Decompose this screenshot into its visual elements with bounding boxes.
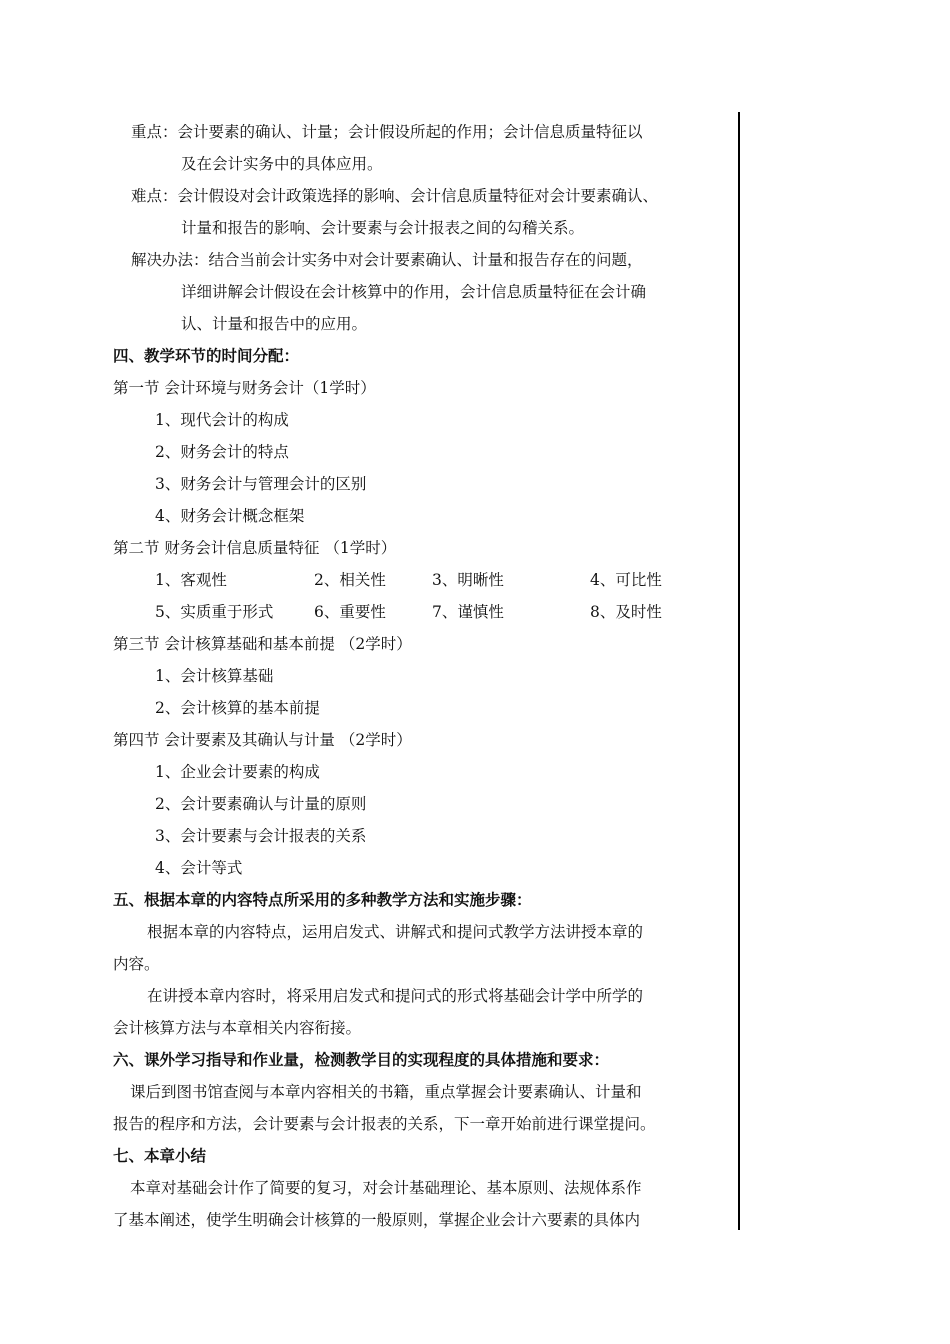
- sec2-title: 第二节 财务会计信息质量特征 （1学时）: [113, 539, 397, 557]
- sec4-item: 1、企业会计要素的构成: [155, 763, 320, 781]
- solution-line1: 解决办法：结合当前会计实务中对会计要素确认、计量和报告存在的问题，: [131, 251, 643, 269]
- sec4-item: 3、会计要素与会计报表的关系: [155, 827, 367, 845]
- sec3-item: 2、会计核算的基本前提: [155, 699, 320, 717]
- sec2-feature: 5、实质重于形式: [155, 603, 274, 621]
- sec1-item: 2、财务会计的特点: [155, 443, 289, 461]
- sec2-feature: 6、重要性: [314, 603, 386, 621]
- sec4-title: 第四节 会计要素及其确认与计量 （2学时）: [113, 731, 412, 749]
- section5-heading: 五、根据本章的内容特点所采用的多种教学方法和实施步骤：: [113, 890, 532, 909]
- sec4-item: 4、会计等式: [155, 859, 243, 877]
- section7-paragraph: 本章对基础会计作了简要的复习，对会计基础理论、基本原则、法规体系作: [130, 1179, 642, 1197]
- solution-line3: 认、计量和报告中的应用。: [181, 315, 368, 333]
- sec3-title: 第三节 会计核算基础和基本前提 （2学时）: [113, 635, 412, 653]
- sec2-feature: 3、明晰性: [432, 571, 504, 589]
- section7-paragraph-cont: 了基本阐述，使学生明确会计核算的一般原则，掌握企业会计六要素的具体内: [113, 1211, 641, 1229]
- sec2-feature: 1、客观性: [155, 571, 227, 589]
- section6-heading: 六、课外学习指导和作业量，检测教学目的实现程度的具体措施和要求：: [113, 1050, 610, 1069]
- section5-paragraph1-cont: 内容。: [113, 955, 160, 973]
- sec4-item: 2、会计要素确认与计量的原则: [155, 795, 367, 813]
- sec2-feature: 4、可比性: [590, 571, 662, 589]
- table-border-right: [738, 112, 740, 1230]
- sec2-feature: 8、及时性: [590, 603, 662, 621]
- sec1-item: 3、财务会计与管理会计的区别: [155, 475, 367, 493]
- sec2-feature: 7、谨慎性: [432, 603, 504, 621]
- difficulties-line2: 计量和报告的影响、会计要素与会计报表之间的勾稽关系。: [181, 219, 585, 237]
- section5-paragraph1: 根据本章的内容特点，运用启发式、讲解式和提问式教学方法讲授本章的: [147, 923, 644, 941]
- section6-paragraph-cont: 报告的程序和方法，会计要素与会计报表的关系，下一章开始前进行课堂提问。: [113, 1115, 656, 1133]
- sec1-item: 1、现代会计的构成: [155, 411, 289, 429]
- sec1-title: 第一节 会计环境与财务会计（1学时）: [113, 379, 376, 397]
- solution-line2: 详细讲解会计假设在会计核算中的作用，会计信息质量特征在会计确: [181, 283, 647, 301]
- section7-heading: 七、本章小结: [113, 1146, 207, 1165]
- keypoints-line2: 及在会计实务中的具体应用。: [181, 155, 383, 173]
- sec3-item: 1、会计核算基础: [155, 667, 274, 685]
- keypoints-line1: 重点：会计要素的确认、计量；会计假设所起的作用；会计信息质量特征以: [131, 123, 643, 141]
- section5-paragraph2: 在讲授本章内容时，将采用启发式和提问式的形式将基础会计学中所学的: [147, 987, 644, 1005]
- sec2-feature: 2、相关性: [314, 571, 386, 589]
- section6-paragraph: 课后到图书馆查阅与本章内容相关的书籍，重点掌握会计要素确认、计量和: [130, 1083, 642, 1101]
- section4-heading: 四、教学环节的时间分配：: [113, 346, 300, 365]
- difficulties-line1: 难点：会计假设对会计政策选择的影响、会计信息质量特征对会计要素确认、: [131, 187, 659, 205]
- sec1-item: 4、财务会计概念框架: [155, 507, 305, 525]
- section5-paragraph2-cont: 会计核算方法与本章相关内容衔接。: [113, 1019, 362, 1037]
